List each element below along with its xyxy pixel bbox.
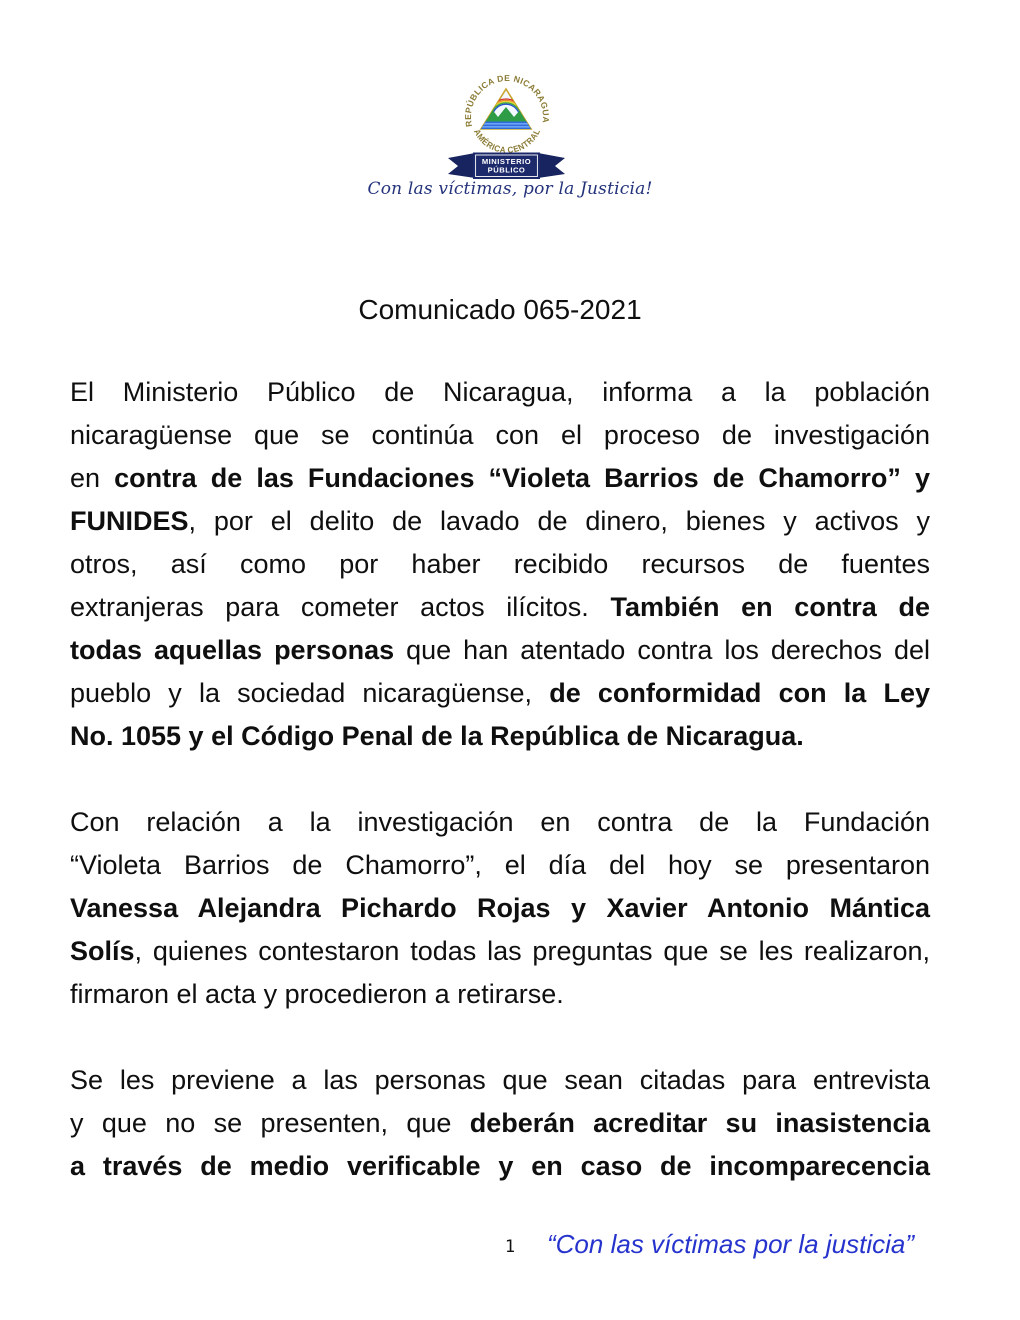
paragraph [70, 1059, 930, 1188]
triangle-emblem-icon [479, 89, 533, 137]
text-line [70, 973, 930, 1016]
text-run: que han atentado contra los derechos del [394, 635, 930, 665]
ministerio-publico-logo [0, 66, 1020, 182]
paragraph [70, 801, 930, 1016]
bold-text-run: Solís [70, 936, 135, 966]
text-line [70, 887, 930, 930]
text-line [70, 414, 930, 457]
text-line [70, 672, 930, 715]
bold-text-run: También en contra de [610, 592, 930, 622]
text-line [70, 629, 930, 672]
text-line [70, 457, 930, 500]
text-line [70, 801, 930, 844]
banner-line1: MINISTERIO [481, 156, 532, 166]
text-run: otros, así como por haber recibido recursos de fuentes [70, 549, 930, 579]
ministerio-publico-banner [448, 153, 565, 180]
bold-text-run: Vanessa Alejandra Pichardo Rojas y Xavier Antonio Mántica [70, 893, 930, 923]
bold-text-run: No. 1055 y el Código Penal de la República de Nicaragua. [70, 721, 804, 751]
bold-text-run: todas aquellas personas [70, 635, 395, 665]
text-run: y que no se presenten, que [70, 1108, 470, 1138]
text-run: en [70, 463, 115, 493]
seal-ring-bottom-text: AMÉRICA CENTRAL [472, 126, 543, 156]
text-run: , quienes contestaron todas las preguntas que se les realizaron, [134, 936, 930, 966]
bold-text-run: FUNIDES [70, 506, 189, 536]
text-line [70, 844, 930, 887]
text-run: “Violeta Barrios de Chamorro”, el día del hoy se presentaron [70, 850, 930, 880]
seal-ring-top-text: REPÚBLICA DE NICARAGUA [462, 73, 552, 128]
bold-text-run: deberán acreditar su inasistencia [469, 1108, 930, 1138]
text-run: nicaragüense que se continúa con el proceso de investigación [70, 420, 930, 450]
footer-quote: “Con las víctimas por la justicia” [547, 1229, 914, 1259]
text-line [70, 371, 930, 414]
bold-text-run: contra de las Fundaciones “Violeta Barrios de Chamorro” y [114, 463, 930, 493]
page-number: 1 [504, 1237, 516, 1257]
bold-text-run: de conformidad con la Ley [549, 678, 930, 708]
text-run: Con relación a la investigación en contra de la Fundación [70, 807, 930, 837]
text-line [70, 543, 930, 586]
banner-line2: PÚBLICO [487, 165, 526, 175]
text-line [70, 715, 930, 758]
text-run: extranjeras para cometer actos ilícitos. [70, 592, 611, 622]
text-line [70, 1059, 930, 1102]
bold-text-run: a través de medio verificable y en caso de incomparecencia [70, 1151, 930, 1181]
text-line [70, 1102, 930, 1145]
logo-motto-script: Con las víctimas, por la Justicia! [367, 179, 653, 199]
text-run: El Ministerio Público de Nicaragua, informa a la población [70, 377, 930, 407]
text-run: firmaron el acta y procedieron a retirarse. [70, 979, 564, 1009]
seal-emblem-icon [405, 66, 615, 182]
text-line [70, 500, 930, 543]
document-body [70, 371, 930, 1188]
text-line [70, 1145, 930, 1188]
text-run: , por el delito de lavado de dinero, bienes y activos y [188, 506, 930, 536]
text-run: Se les previene a las personas que sean citadas para entrevista [70, 1065, 930, 1095]
document-title: Comunicado 065-2021 [358, 294, 642, 325]
text-run: pueblo y la sociedad nicaragüense, [70, 678, 550, 708]
text-line [70, 586, 930, 629]
text-line [70, 930, 930, 973]
paragraph [70, 371, 930, 758]
